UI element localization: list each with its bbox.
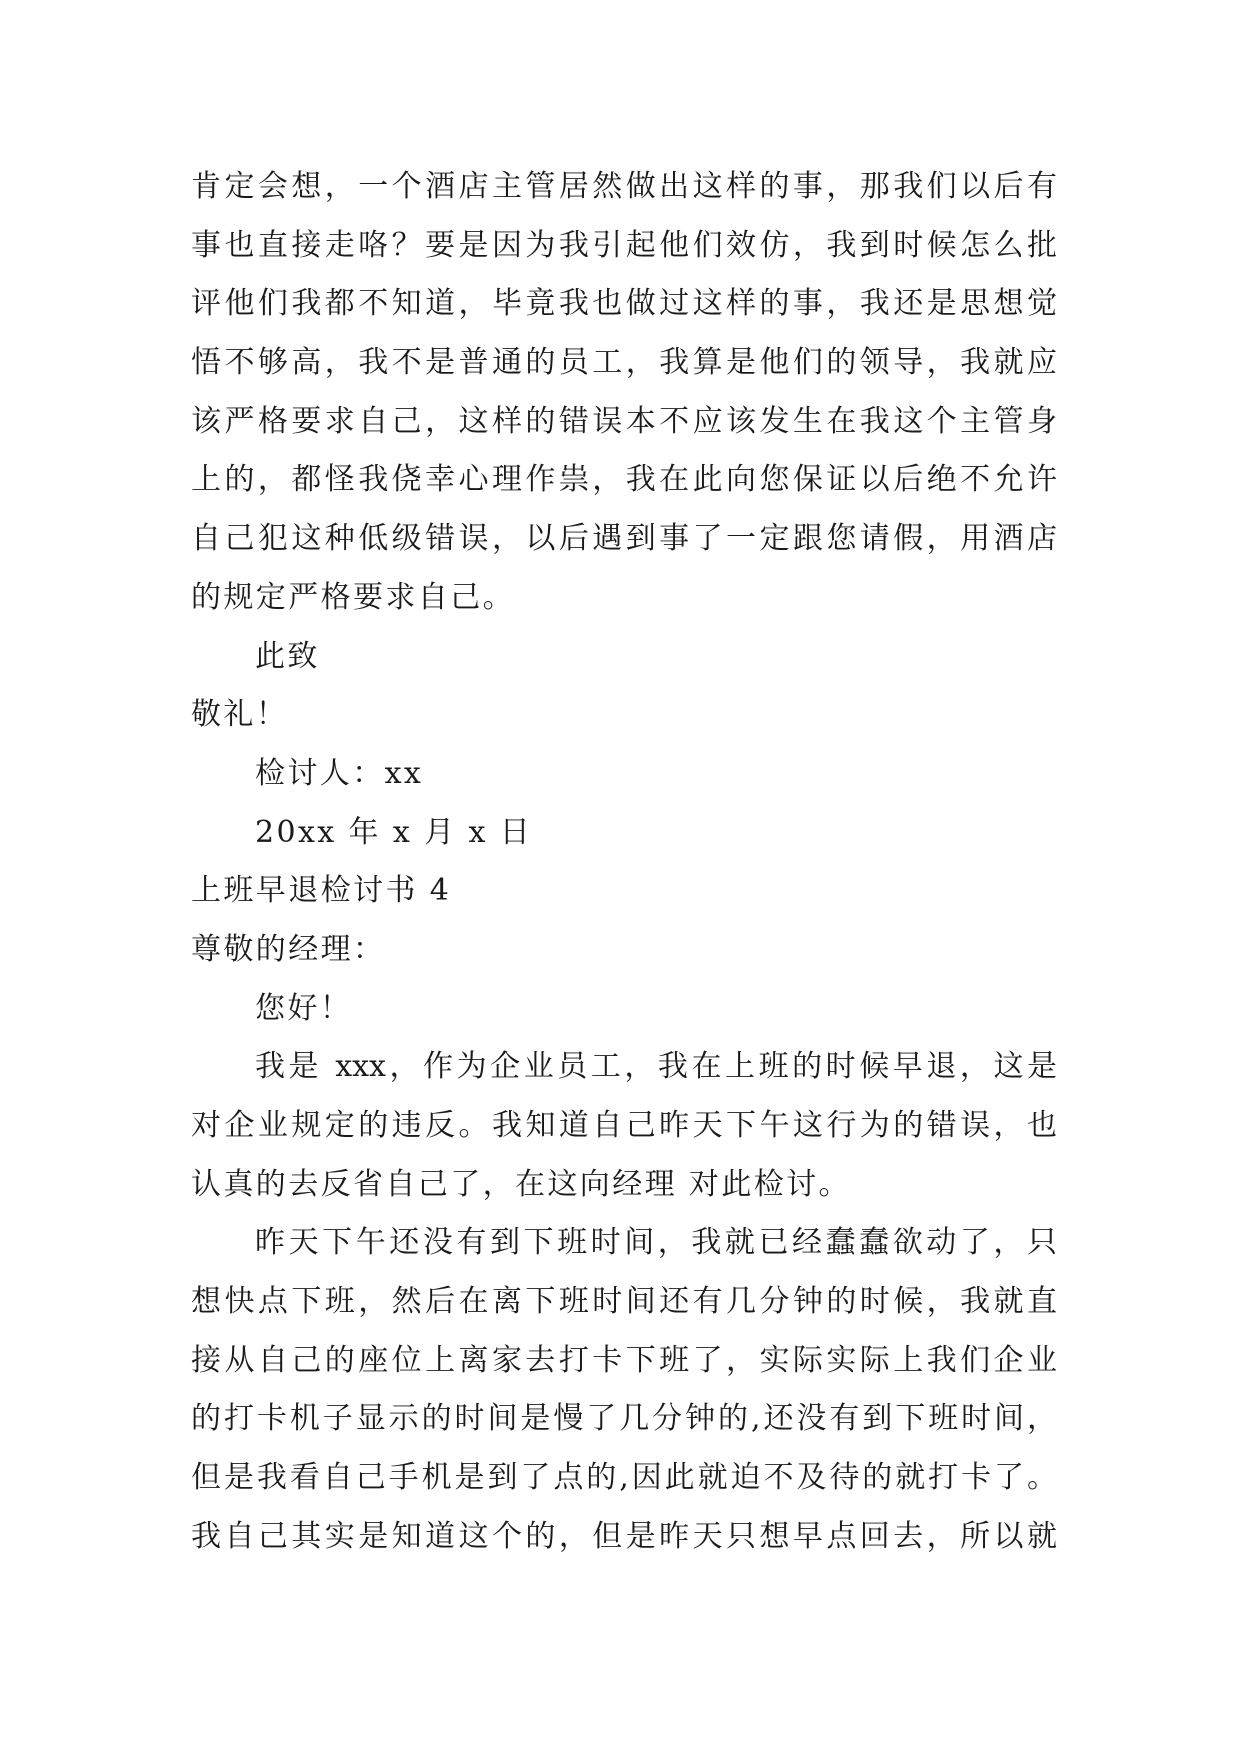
text-line: 该严格要求自己，这样的错误本不应该发生在我这个主管身 [191, 403, 1057, 439]
text-line: 事也直接走咯？要是因为我引起他们效仿，我到时候怎么批 [191, 227, 1057, 263]
text-line: 想快点下班，然后在离下班时间还有几分钟的时候，我就直 [191, 1284, 1057, 1320]
text-line: 我自己其实是知道这个的，但是昨天只想早点回去，所以就 [191, 1518, 1057, 1554]
text-line: 上的，都怪我侥幸心理作祟，我在此向您保证以后绝不允许 [191, 462, 1057, 498]
text-line: 自己犯这种低级错误，以后遇到事了一定跟您请假，用酒店 [191, 521, 1057, 557]
paragraph-account [191, 1214, 1057, 1566]
section-title: 上班早退检讨书 4 [191, 873, 452, 909]
addressee: 尊敬的经理： [191, 931, 386, 967]
document-page [191, 158, 1057, 1567]
signer: 检讨人：xx [255, 755, 424, 791]
text-line: 但是我看自己手机是到了点的,因此就迫不及待的就打卡了。 [191, 1460, 1057, 1496]
text-line: 我是 xxx，作为企业员工，我在上班的时候早退，这是 [255, 1049, 1057, 1085]
closing-phrase: 此致 [255, 638, 320, 674]
text-line: 的规定严格要求自己。 [191, 579, 515, 615]
text-line: 悟不够高，我不是普通的员工，我算是他们的领导，我就应 [191, 345, 1057, 381]
greeting: 您好！ [255, 990, 353, 1026]
paragraph-apology [191, 158, 1057, 628]
text-line: 昨天下午还没有到下班时间，我就已经蠢蠢欲动了，只 [255, 1225, 1057, 1261]
text-line: 的打卡机子显示的时间是慢了几分钟的,还没有到下班时间， [191, 1401, 1057, 1437]
salute: 敬礼！ [191, 697, 289, 733]
text-line: 肯定会想，一个酒店主管居然做出这样的事，那我们以后有 [191, 169, 1057, 204]
text-line: 对企业规定的违反。我知道自己昨天下午这行为的错误，也 [191, 1108, 1057, 1143]
text-line: 认真的去反省自己了，在这向经理 对此检讨。 [191, 1166, 851, 1202]
text-line: 评他们我都不知道，毕竟我也做过这样的事，我还是思想觉 [191, 286, 1057, 322]
paragraph-introduction [191, 1038, 1057, 1214]
text-line: 接从自己的座位上离家去打卡下班了，实际实际上我们企业 [191, 1342, 1057, 1378]
date: 20xx 年 x 月 x 日 [255, 814, 533, 850]
